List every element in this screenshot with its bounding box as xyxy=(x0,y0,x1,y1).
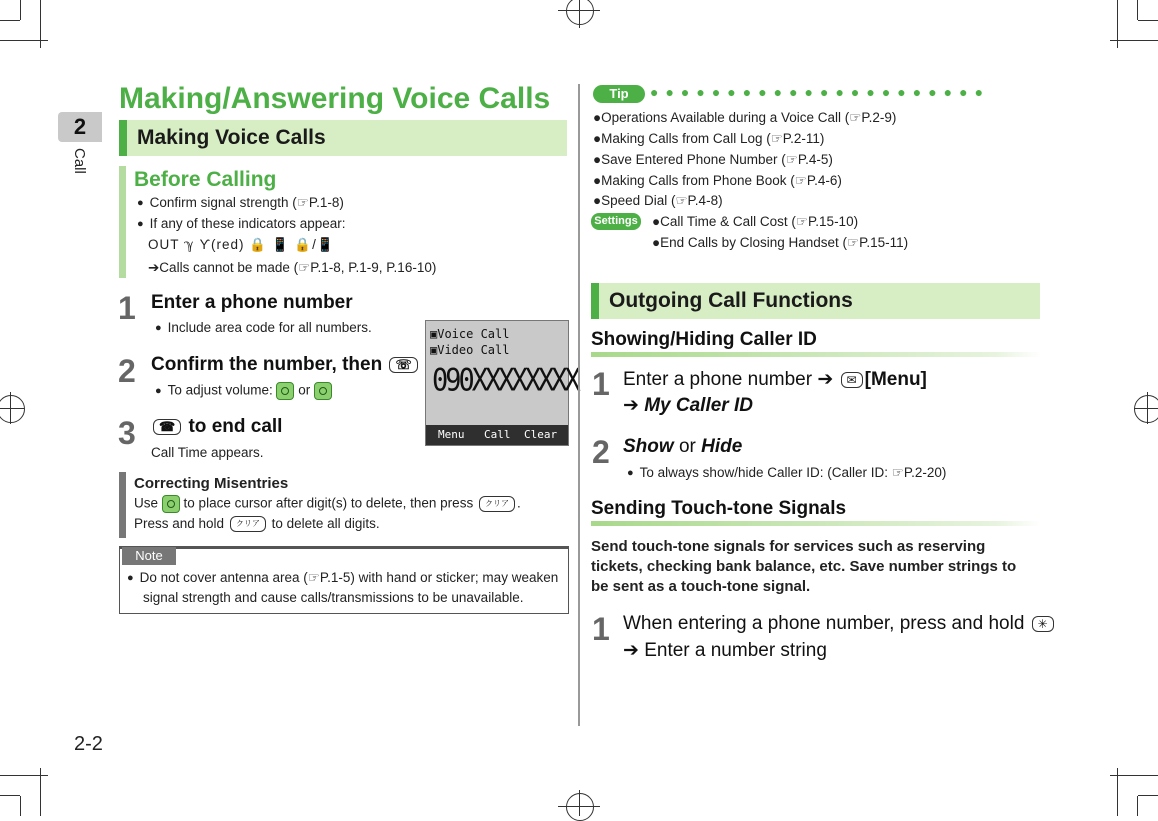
page-number: 2-2 xyxy=(74,733,103,755)
step-text xyxy=(623,436,742,458)
step-title-text: to end call xyxy=(188,416,283,437)
tip-item: ●Save Entered Phone Number (☞P.4-5) xyxy=(593,152,833,167)
crop-mark xyxy=(40,768,41,816)
settings-item: ●End Calls by Closing Handset (☞P.15-11) xyxy=(652,235,909,250)
bullet-result: ➔Calls cannot be made (☞P.1-8, P.1-9, P.16-10) xyxy=(148,260,437,275)
crop-mark xyxy=(1138,795,1158,796)
step-number: 2 xyxy=(118,353,136,389)
crop-mark xyxy=(1138,20,1158,21)
misentries-text: Use xyxy=(134,495,159,511)
note-label: Note xyxy=(135,548,163,563)
note-text: signal strength and cause calls/transmissions to be unavailable. xyxy=(143,590,524,605)
step-note-text: Call Time appears. xyxy=(151,445,264,460)
crop-mark xyxy=(0,795,20,796)
page-title: Making/Answering Voice Calls xyxy=(119,82,551,115)
menu-row: ▣Video Call xyxy=(430,343,510,357)
chapter-tab xyxy=(58,112,102,142)
tip-label: Tip xyxy=(609,86,629,101)
step-number: 1 xyxy=(592,366,610,402)
misentries-line xyxy=(134,495,521,513)
step-number: 2 xyxy=(592,434,610,470)
registration-mark xyxy=(566,0,594,25)
note-label-tab xyxy=(122,547,176,565)
chapter-label xyxy=(70,148,90,188)
touchtone-description: Send touch-tone signals for services such as reserving tickets, checking bank balance, etc. Save number strings to be sent as a touch-tone signal. xyxy=(591,538,1017,595)
menu-option: My Caller ID xyxy=(644,395,753,416)
step-text xyxy=(623,613,1056,635)
step-note xyxy=(155,320,372,335)
step-title-text: Confirm the number, then xyxy=(151,354,383,375)
clear-key-icon: クリア xyxy=(230,516,266,532)
step-text xyxy=(623,394,753,417)
section-title: Outgoing Call Functions xyxy=(609,289,853,312)
menu-label: [Menu] xyxy=(864,369,927,390)
tip-item: ●Speed Dial (☞P.4-8) xyxy=(593,193,723,208)
step-title xyxy=(151,416,282,438)
menu-row-label: Video Call xyxy=(437,343,510,357)
step-number: 1 xyxy=(592,611,610,647)
crop-mark xyxy=(20,0,21,20)
bullet-text: Confirm signal strength (☞P.1-8) xyxy=(149,195,344,210)
softkey-bar xyxy=(426,425,568,445)
misentries-line xyxy=(134,516,380,532)
step-number: 3 xyxy=(118,415,136,451)
arrow: ➔ xyxy=(623,395,639,416)
end-key-icon: ☎ xyxy=(153,419,181,435)
step-text-part: Enter a phone number ➔ xyxy=(623,369,834,390)
bullet-text: If any of these indicators appear: xyxy=(149,216,346,231)
crop-mark xyxy=(40,0,41,48)
asterisk-key-icon: ✳ xyxy=(1032,616,1054,632)
tip-dot-rule: ●●●●●●●●●●●●●●●●●●●●●● xyxy=(650,84,991,100)
send-key-icon: ☏ xyxy=(389,357,417,373)
nav-key-icon xyxy=(162,495,180,513)
section-header xyxy=(591,283,1040,319)
step-text xyxy=(623,368,927,391)
subsection-heading: Sending Touch-tone Signals xyxy=(591,498,847,519)
tip-item: ●Making Calls from Call Log (☞P.2-11) xyxy=(593,131,825,146)
misentries-text: Press and hold xyxy=(134,516,225,531)
step-text: ➔ Enter a number string xyxy=(623,640,827,661)
softkey-clear: Clear xyxy=(524,428,558,441)
step-note-text: To adjust volume: xyxy=(167,382,273,398)
registration-mark xyxy=(0,395,25,423)
misentries-text: to place cursor after digit(s) to delete, then press xyxy=(183,495,474,511)
crop-mark xyxy=(1117,0,1118,48)
tip-item: ●Operations Available during a Voice Call (☞P.2-9) xyxy=(593,110,897,125)
clear-key-icon: クリア xyxy=(479,496,515,512)
menu-row: ▣Voice Call xyxy=(430,327,510,341)
misentries-title: Correcting Misentries xyxy=(134,475,289,492)
tip-badge xyxy=(593,85,645,103)
registration-mark xyxy=(1134,395,1158,423)
softkey-menu: Menu xyxy=(438,428,465,441)
crop-mark xyxy=(1117,768,1118,816)
step-title xyxy=(151,354,420,376)
phone-screen xyxy=(425,320,578,446)
softkey-call: Call xyxy=(484,428,511,441)
step-title: Enter a phone number xyxy=(151,292,353,313)
chapter-label-text: Call xyxy=(71,148,88,174)
crop-mark xyxy=(0,20,20,21)
subsection-heading: Showing/Hiding Caller ID xyxy=(591,329,817,350)
crop-mark xyxy=(1137,0,1138,20)
dialed-number: 090XXXXXXXX xyxy=(432,362,578,399)
menu-row-label: Voice Call xyxy=(437,327,510,341)
step-note-text: To always show/hide Caller ID: (Caller ID: ☞P.2-20) xyxy=(639,465,947,480)
crop-mark xyxy=(20,796,21,816)
step-number: 1 xyxy=(118,290,136,326)
bullet-item xyxy=(137,216,346,231)
note-item xyxy=(127,570,558,586)
chapter-number: 2 xyxy=(73,114,87,139)
settings-label: Settings xyxy=(594,215,638,227)
heading-underline xyxy=(591,521,1040,526)
step-text-part: When entering a phone number, press and hold xyxy=(623,613,1025,634)
before-calling-title: Before Calling xyxy=(134,168,277,191)
settings-item: ●Call Time & Call Cost (☞P.15-10) xyxy=(652,214,859,229)
menu-option: Hide xyxy=(701,436,743,457)
step-note-text: Include area code for all numbers. xyxy=(167,320,372,335)
step-note xyxy=(627,465,946,481)
note-text: Do not cover antenna area (☞P.1-5) with hand or sticker; may weaken xyxy=(139,570,559,585)
step-note-text: or xyxy=(298,382,311,398)
misentries-text: . xyxy=(516,495,521,511)
step-text-part: or xyxy=(678,436,696,457)
mail-key-icon: ✉ xyxy=(841,372,863,388)
misentries-text: to delete all digits. xyxy=(271,516,380,531)
settings-badge xyxy=(591,213,641,230)
section-title: Making Voice Calls xyxy=(137,126,326,149)
bullet-item xyxy=(137,195,344,211)
heading-underline xyxy=(591,352,1040,357)
tip-item: ●Making Calls from Phone Book (☞P.4-6) xyxy=(593,173,842,188)
section-header xyxy=(119,120,567,156)
crop-mark xyxy=(1137,796,1138,816)
registration-mark xyxy=(566,793,594,821)
nav-key-icon xyxy=(276,382,294,400)
step-note xyxy=(155,382,332,400)
nav-key-icon xyxy=(314,382,332,400)
menu-option: Show xyxy=(623,436,674,457)
indicator-icons: OUT ℽ Ƴ(red) 🔒 📱 🔒/📱 xyxy=(148,237,335,252)
column-divider xyxy=(578,84,580,726)
